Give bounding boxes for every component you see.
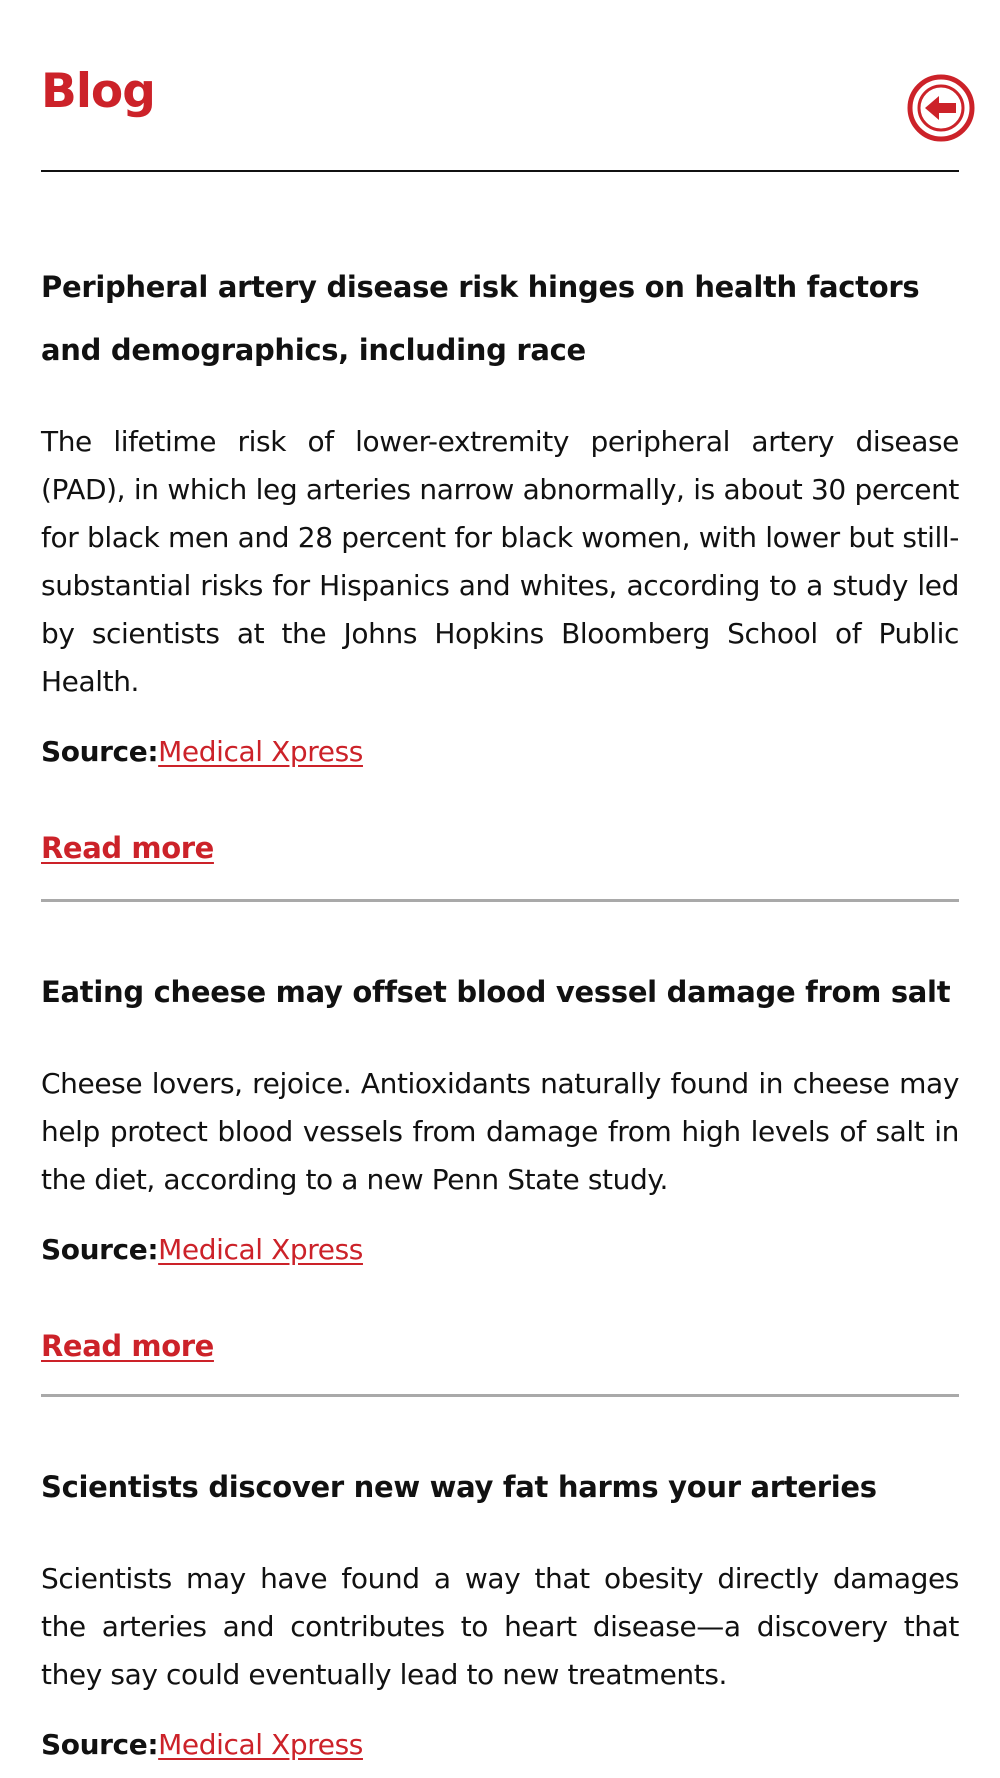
- source-label: Source:: [41, 1233, 159, 1266]
- read-more-link[interactable]: Read more: [41, 1329, 214, 1363]
- page-title: Blog: [41, 64, 155, 119]
- arrow-left-circle-icon: [906, 73, 976, 143]
- source-label: Source:: [41, 1728, 159, 1761]
- article-source: [41, 1226, 959, 1274]
- blog-page: [41, 0, 959, 1769]
- article-card: [41, 902, 959, 1397]
- article-source: [41, 728, 959, 776]
- source-link[interactable]: Medical Xpress: [158, 1233, 363, 1266]
- article-source: [41, 1721, 959, 1769]
- article-title: Scientists discover new way fat harms your arteries: [41, 1470, 877, 1504]
- back-button[interactable]: [906, 73, 976, 143]
- article-summary: The lifetime risk of lower-extremity peripheral artery disease (PAD), in which leg arteries narrow abnormally, is about 30 percent for black men and 28 percent for black women, with lower but still-substantial risks for Hispanics and whites, according to a study led by scientists at the Johns Hopkins Bloomberg School of Public Health.: [41, 425, 959, 698]
- article-card: [41, 1397, 959, 1769]
- article-summary: Scientists may have found a way that obesity directly damages the arteries and contributes to heart disease—a discovery that they say could eventually lead to new treatments.: [41, 1562, 959, 1691]
- article-title: Eating cheese may offset blood vessel damage from salt: [41, 975, 951, 1009]
- source-label: Source:: [41, 735, 159, 768]
- read-more-link[interactable]: Read more: [41, 831, 214, 865]
- source-link[interactable]: Medical Xpress: [158, 1728, 363, 1761]
- page-header: [41, 0, 959, 172]
- article-summary: Cheese lovers, rejoice. Antioxidants naturally found in cheese may help protect blood vessels from damage from high levels of salt in the diet, according to a new Penn State study.: [41, 1067, 959, 1196]
- article-title: Peripheral artery disease risk hinges on health factors and demographics, including race: [41, 270, 920, 367]
- source-link[interactable]: Medical Xpress: [158, 735, 363, 768]
- article-card: [41, 172, 959, 902]
